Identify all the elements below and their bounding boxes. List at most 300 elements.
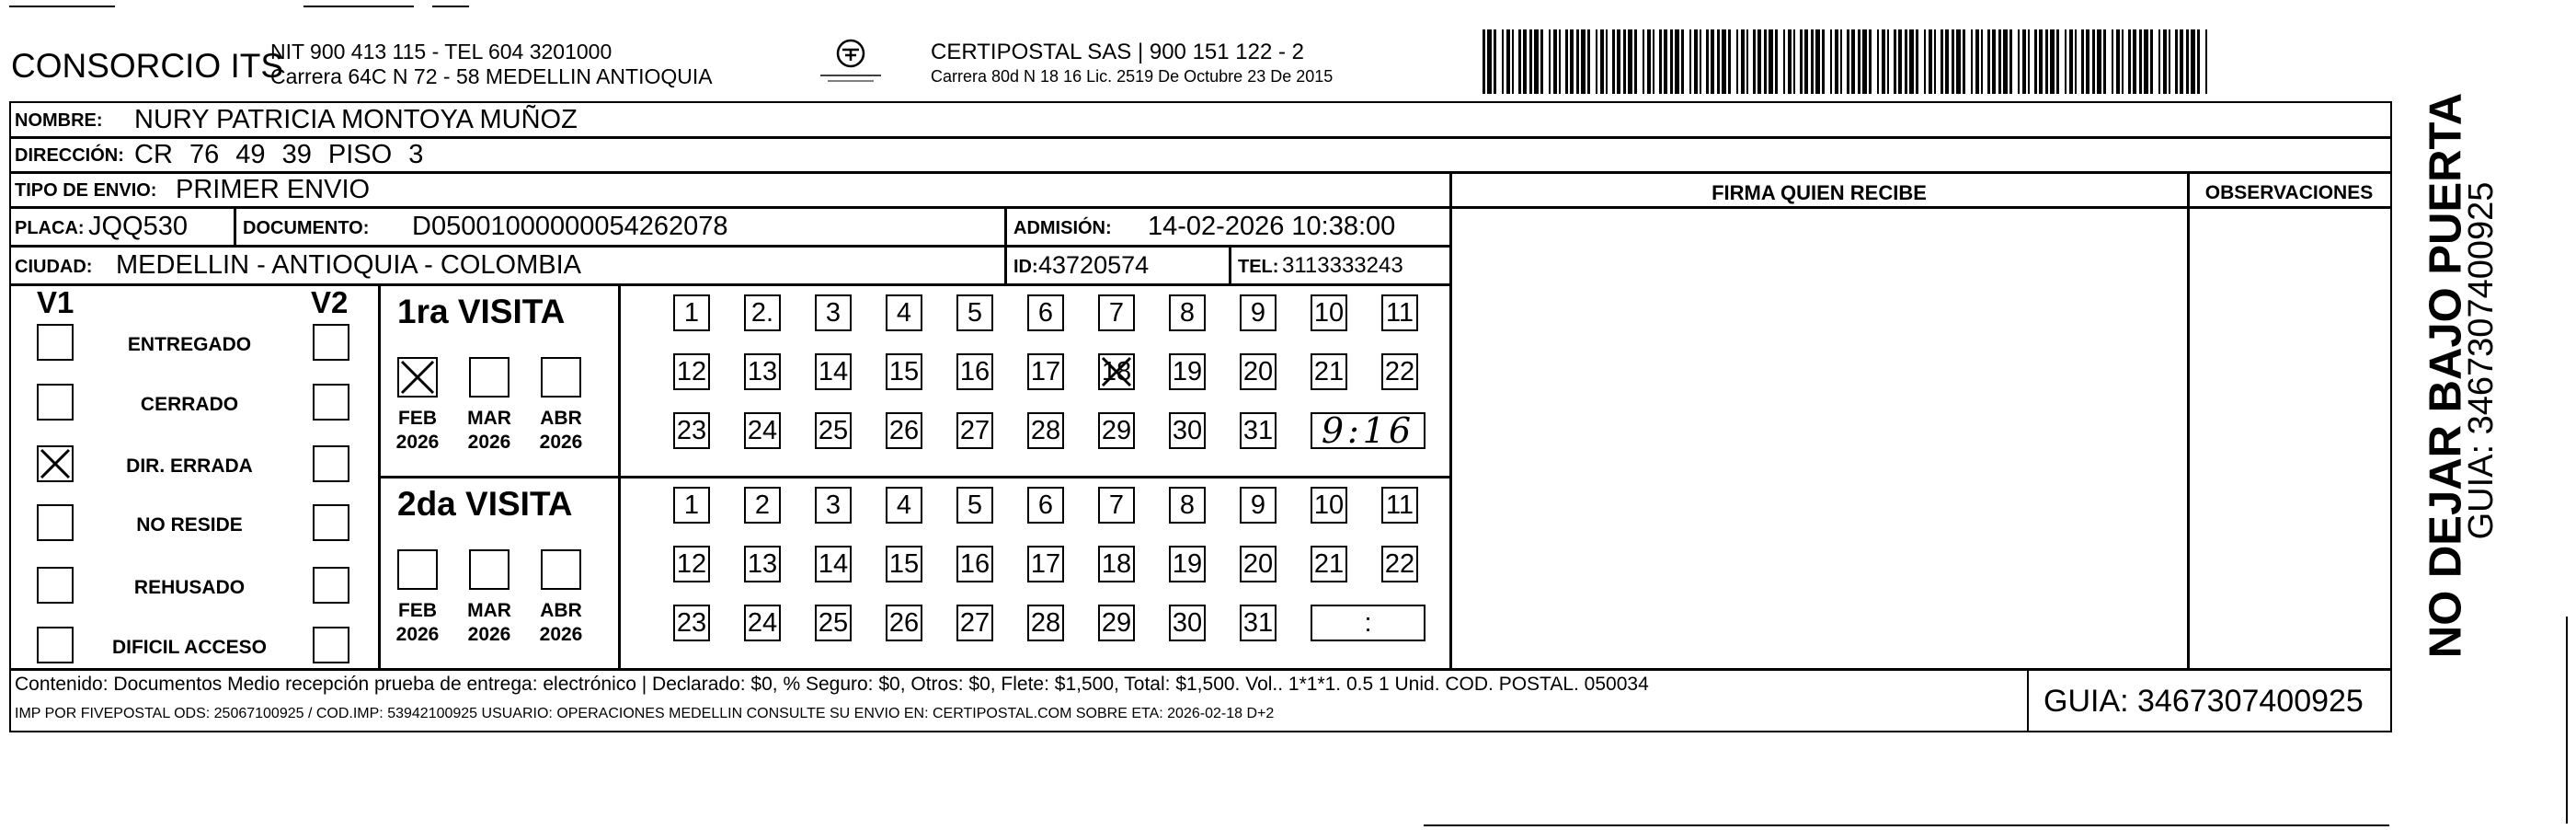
barcode-bar [2003, 29, 2008, 94]
day-cell[interactable] [815, 294, 852, 331]
day-cell[interactable] [886, 412, 922, 449]
direccion-value: CR 76 49 39 PISO 3 [134, 140, 424, 169]
barcode-bar [1764, 29, 1767, 94]
barcode-bar [1494, 29, 1496, 94]
barcode-bar [1898, 29, 1902, 94]
day-cell[interactable] [1098, 487, 1135, 524]
barcode-bar [2092, 29, 2095, 94]
v2-label: V2 [311, 285, 349, 319]
day-number: 17 [1030, 549, 1061, 579]
time-cell[interactable] [1311, 605, 1425, 641]
day-number: 25 [818, 608, 849, 638]
day-number: 2 [754, 490, 771, 520]
x-mark [399, 359, 436, 396]
ciudad-label: CIUDAD: [15, 257, 93, 277]
month-checkbox[interactable] [397, 357, 438, 398]
barcode-bar [1587, 29, 1590, 94]
contenido-text: Contenido: Documentos Medio recepción prueba de entrega: electrónico | Declarado: $0, % Seguro: $0, Otros: $0, Flete: $1,500, Total: $1,500. Vol.. 1*1*1. 0.5 1 Unid. COD. POSTAL. 050034 [15, 674, 1649, 695]
barcode-bar [1502, 29, 1504, 94]
barcode-bar [1916, 29, 1918, 94]
day-cell[interactable] [815, 546, 852, 582]
barcode-bar [1934, 29, 1936, 94]
barcode-bar [1700, 29, 1701, 94]
day-number: 27 [959, 416, 990, 445]
time-value: : [1364, 608, 1372, 638]
day-cell[interactable] [673, 546, 710, 582]
barcode-bar [2039, 29, 2043, 94]
barcode-bar [1905, 29, 1907, 94]
barcode-bar [2139, 29, 2142, 94]
month-year: 2026 [467, 432, 511, 453]
barcode-bar [1675, 29, 1679, 94]
barcode-bar [1753, 29, 1756, 94]
barcode-bar [1869, 29, 1872, 94]
barcode-bar [1800, 29, 1803, 94]
barcode-bar [1581, 29, 1586, 94]
barcode-bar [1952, 29, 1954, 94]
firma-label: FIRMA QUIEN RECIBE [1712, 181, 1927, 204]
barcode-bar [2075, 29, 2077, 94]
barcode-bar [2144, 29, 2148, 94]
day-cell[interactable] [886, 605, 922, 641]
day-number: 3 [825, 490, 841, 520]
day-number: 7 [1108, 490, 1125, 520]
day-number: 2. [750, 298, 774, 328]
barcode-bar [1941, 29, 1943, 94]
day-number: 19 [1172, 549, 1203, 579]
day-cell[interactable] [1027, 605, 1064, 641]
top-stroke [303, 6, 414, 7]
day-cell[interactable] [886, 546, 922, 582]
day-number: 30 [1172, 416, 1203, 445]
status-v2-checkbox[interactable] [313, 504, 349, 541]
barcode-bar [1664, 29, 1667, 94]
barcode-bar [1929, 29, 1932, 94]
status-label: ENTREGADO [127, 334, 252, 355]
month-label: ABR [540, 408, 582, 429]
col-line [1004, 206, 1007, 283]
status-label: REHUSADO [133, 577, 246, 598]
time-cell[interactable] [1311, 412, 1425, 449]
top-stroke [9, 6, 115, 7]
day-cell[interactable] [1240, 546, 1277, 582]
day-cell[interactable] [1240, 487, 1277, 524]
month-label: FEB [398, 408, 437, 429]
row-line [9, 206, 1449, 209]
day-number: 5 [967, 298, 983, 328]
day-cell[interactable] [1311, 546, 1347, 582]
day-number: 6 [1037, 298, 1054, 328]
barcode-bar [1830, 29, 1832, 94]
barcode-bar [1647, 29, 1651, 94]
month-checkbox[interactable] [541, 357, 581, 398]
day-number: 10 [1313, 298, 1345, 328]
barcode-bar [2197, 29, 2200, 94]
tipo-label: TIPO DE ENVIO: [15, 180, 157, 201]
barcode-bar [1945, 29, 1949, 94]
status-v1-checkbox[interactable] [37, 384, 74, 421]
day-number: 22 [1384, 357, 1415, 386]
day-cell[interactable] [1027, 412, 1064, 449]
barcode-bar [1529, 29, 1532, 94]
day-cell[interactable] [1169, 605, 1206, 641]
month-label: MAR [467, 408, 511, 429]
admision-value: 14-02-2026 10:38:00 [1148, 212, 1396, 241]
status-label: NO RESIDE [136, 514, 243, 536]
barcode-bar [1975, 29, 1979, 94]
day-cell[interactable] [1098, 412, 1135, 449]
admision-label: ADMISIÓN: [1013, 218, 1112, 238]
barcode-bar [1835, 29, 1838, 94]
month-checkbox[interactable] [541, 549, 581, 590]
barcode-bar [1623, 29, 1626, 94]
month-year: 2026 [395, 624, 440, 645]
barcode-bar [1981, 29, 1983, 94]
barcode-bar [1722, 29, 1726, 94]
barcode-bar [2180, 29, 2183, 94]
barcode-bar [2112, 29, 2113, 94]
barcode-bar [1757, 29, 1761, 94]
day-cell[interactable] [1098, 353, 1135, 390]
barcode-bar [2169, 29, 2170, 94]
month-checkbox[interactable] [469, 357, 509, 398]
day-number: 20 [1242, 357, 1274, 386]
row-line [1449, 206, 2392, 209]
nombre-label: NOMBRE: [15, 110, 103, 131]
barcode-bar [1653, 29, 1654, 94]
day-cell[interactable] [1027, 546, 1064, 582]
barcode-bar [1783, 29, 1785, 94]
day-number: 16 [959, 357, 990, 386]
day-cell[interactable] [886, 353, 922, 390]
barcode-bar [1728, 29, 1731, 94]
day-number: 13 [747, 549, 778, 579]
barcode-bar [1634, 29, 1637, 94]
barcode-bar [1788, 29, 1792, 94]
month-label: ABR [540, 600, 582, 621]
barcode-bar [1670, 29, 1673, 94]
barcode-bar [1689, 29, 1691, 94]
barcode-bar [1862, 29, 1867, 94]
day-cell[interactable] [673, 605, 710, 641]
barcode-bar [2086, 29, 2089, 94]
status-v1-checkbox[interactable] [37, 504, 74, 541]
barcode-bar [2045, 29, 2048, 94]
row-line [9, 136, 2392, 139]
month-year: 2026 [539, 432, 583, 453]
day-cell[interactable] [956, 294, 993, 331]
day-cell[interactable] [956, 605, 993, 641]
certipostal-logo [809, 35, 892, 90]
day-number: 23 [676, 416, 707, 445]
day-number: 19 [1172, 357, 1203, 386]
month-label: FEB [398, 600, 437, 621]
day-number: 14 [818, 549, 849, 579]
day-cell[interactable] [673, 412, 710, 449]
tel-value: 3113333243 [1282, 253, 1403, 278]
day-number: 4 [896, 490, 912, 520]
day-number: 6 [1037, 490, 1054, 520]
day-number: 26 [888, 608, 920, 638]
day-cell[interactable] [886, 294, 922, 331]
barcode-bar [2116, 29, 2120, 94]
barcode-bar [1741, 29, 1745, 94]
barcode-bar [1717, 29, 1720, 94]
id-label: ID: [1013, 257, 1038, 277]
placa-label: PLACA: [15, 218, 85, 238]
month-label: MAR [467, 600, 511, 621]
day-cell[interactable] [1169, 294, 1206, 331]
barcode-bar [1540, 29, 1543, 94]
tel-label: TEL: [1238, 257, 1279, 277]
day-cell[interactable] [1381, 294, 1418, 331]
day-cell[interactable] [1240, 412, 1277, 449]
day-cell[interactable] [956, 487, 993, 524]
barcode-bar [1628, 29, 1632, 94]
barcode-bar [1746, 29, 1748, 94]
day-cell[interactable] [673, 353, 710, 390]
day-number: 7 [1108, 298, 1125, 328]
barcode-bar [1811, 29, 1814, 94]
barcode-bar [1549, 29, 1551, 94]
day-cell[interactable] [744, 294, 781, 331]
direccion-label: DIRECCIÓN: [15, 145, 124, 166]
barcode-bar [2191, 29, 2195, 94]
barcode-bar [1894, 29, 1896, 94]
barcode-bar [1559, 29, 1561, 94]
barcode-bar [1840, 29, 1842, 94]
carrier-line2: Carrera 80d N 18 16 Lic. 2519 De Octubre 23 De 2015 [931, 67, 1334, 86]
barcode-bar [1882, 29, 1885, 94]
day-cell[interactable] [1311, 353, 1347, 390]
status-v2-checkbox[interactable] [313, 324, 349, 361]
status-v2-checkbox[interactable] [313, 445, 349, 482]
ciudad-value: MEDELLIN - ANTIOQUIA - COLOMBIA [116, 250, 581, 280]
day-number: 14 [818, 357, 849, 386]
company-name: CONSORCIO ITS [11, 47, 284, 85]
barcode-bar [2122, 29, 2124, 94]
month-year: 2026 [395, 432, 440, 453]
day-cell[interactable] [1311, 487, 1347, 524]
day-cell[interactable] [1098, 605, 1135, 641]
status-v2-checkbox[interactable] [313, 627, 349, 663]
barcode-bar [1523, 29, 1527, 94]
day-cell[interactable] [1098, 546, 1135, 582]
barcode-bar [1596, 29, 1597, 94]
day-cell[interactable] [1381, 546, 1418, 582]
barcode-bar [1822, 29, 1825, 94]
barcode-bar [1956, 29, 1961, 94]
day-number: 15 [888, 549, 920, 579]
day-number: 18 [1101, 357, 1132, 386]
barcode-bar [2018, 29, 2020, 94]
status-v1-checkbox[interactable] [37, 627, 74, 663]
barcode-bar [1570, 29, 1574, 94]
day-cell[interactable] [1240, 294, 1277, 331]
day-number: 28 [1030, 416, 1061, 445]
day-cell[interactable] [1381, 353, 1418, 390]
day-cell[interactable] [1027, 353, 1064, 390]
status-v1-checkbox[interactable] [37, 445, 74, 482]
month-checkbox[interactable] [469, 549, 509, 590]
col-line [234, 206, 236, 245]
barcode-bar [2186, 29, 2189, 94]
barcode-bar [1565, 29, 1568, 94]
tipo-value: PRIMER ENVIO [176, 175, 371, 204]
status-v2-checkbox[interactable] [313, 567, 349, 604]
row-line [9, 283, 1449, 286]
day-number: 22 [1384, 549, 1415, 579]
observaciones-area[interactable] [2191, 210, 2389, 666]
x-mark [1100, 355, 1133, 388]
signature-area[interactable] [1453, 210, 2185, 666]
day-number: 29 [1101, 608, 1132, 638]
day-number: 23 [676, 608, 707, 638]
day-number: 30 [1172, 608, 1203, 638]
day-number: 12 [676, 357, 707, 386]
day-cell[interactable] [1169, 546, 1206, 582]
col-line [1229, 245, 1231, 283]
barcode-bar [1612, 29, 1615, 94]
day-number: 25 [818, 416, 849, 445]
barcode-bar [1694, 29, 1698, 94]
day-cell[interactable] [956, 546, 993, 582]
day-cell[interactable] [744, 412, 781, 449]
day-number: 20 [1242, 549, 1274, 579]
day-cell[interactable] [744, 546, 781, 582]
barcode-bar [2128, 29, 2131, 94]
barcode-bar [1963, 29, 1965, 94]
status-v2-checkbox[interactable] [313, 384, 349, 421]
documento-value: D05001000000054262078 [412, 212, 728, 241]
status-label: DIR. ERRADA [126, 455, 253, 477]
day-number: 1 [683, 298, 700, 328]
barcode-bar [1858, 29, 1860, 94]
barcode-bar [1909, 29, 1914, 94]
barcode-bar [1643, 29, 1644, 94]
barcode-bar [2158, 29, 2160, 94]
day-cell[interactable] [1098, 294, 1135, 331]
barcode-bar [1804, 29, 1808, 94]
col-line [1449, 171, 1452, 668]
day-number: 9 [1250, 490, 1266, 520]
day-cell[interactable] [1027, 294, 1064, 331]
day-number: 28 [1030, 608, 1061, 638]
day-number: 24 [747, 416, 778, 445]
status-v1-checkbox[interactable] [37, 324, 74, 361]
day-cell[interactable] [744, 605, 781, 641]
barcode-bar [2175, 29, 2178, 94]
day-cell[interactable] [1027, 487, 1064, 524]
day-cell[interactable] [673, 294, 710, 331]
day-cell[interactable] [1240, 353, 1277, 390]
row-line [9, 171, 2392, 174]
barcode-bar [1793, 29, 1795, 94]
nombre-value: NURY PATRICIA MONTOYA MUÑOZ [134, 105, 578, 134]
barcode-bar [2069, 29, 2073, 94]
day-number: 11 [1385, 490, 1414, 520]
barcode-bar [2081, 29, 2084, 94]
day-cell[interactable] [1381, 487, 1418, 524]
v1-label: V1 [37, 285, 74, 319]
barcode-bar [1506, 29, 1510, 94]
day-cell[interactable] [1169, 487, 1206, 524]
day-cell[interactable] [956, 412, 993, 449]
day-cell[interactable] [815, 353, 852, 390]
right-stroke [2566, 617, 2568, 824]
barcode-bar [1617, 29, 1620, 94]
barcode-bar [1992, 29, 1996, 94]
day-number: 15 [888, 357, 920, 386]
status-label: CERRADO [140, 394, 239, 415]
day-number: 26 [888, 416, 920, 445]
day-cell[interactable] [1169, 353, 1206, 390]
barcode-bar [1877, 29, 1879, 94]
month-checkbox[interactable] [397, 549, 438, 590]
barcode-bar [2034, 29, 2037, 94]
day-cell[interactable] [673, 487, 710, 524]
company-line1: NIT 900 413 115 - TEL 604 3201000 [270, 40, 613, 63]
time-value: 9:16 [1321, 410, 1415, 451]
day-number: 27 [959, 608, 990, 638]
barcode-bar [2022, 29, 2026, 94]
status-label: DIFICIL ACCESO [111, 637, 267, 658]
day-cell[interactable] [1169, 412, 1206, 449]
top-stroke [432, 6, 469, 7]
barcode [1483, 29, 2214, 94]
barcode-bar [1887, 29, 1889, 94]
barcode-bar [2163, 29, 2167, 94]
day-number: 4 [896, 298, 912, 328]
barcode-bar [1971, 29, 1973, 94]
day-number: 8 [1179, 298, 1196, 328]
barcode-bar [1681, 29, 1684, 94]
documento-label: DOCUMENTO: [243, 218, 370, 238]
side-guia: GUIA: 3467307400925 [2462, 181, 2501, 540]
status-v1-checkbox[interactable] [37, 567, 74, 604]
month-year: 2026 [467, 624, 511, 645]
day-cell[interactable] [744, 353, 781, 390]
day-cell[interactable] [815, 412, 852, 449]
barcode-bar [1987, 29, 1990, 94]
day-cell[interactable] [1311, 294, 1347, 331]
day-cell[interactable] [815, 487, 852, 524]
day-cell[interactable] [956, 353, 993, 390]
day-number: 12 [676, 549, 707, 579]
day-number: 17 [1030, 357, 1061, 386]
day-number: 9 [1250, 298, 1266, 328]
day-number: 24 [747, 608, 778, 638]
observaciones-label: OBSERVACIONES [2204, 182, 2374, 203]
day-number: 21 [1313, 549, 1345, 579]
day-number: 5 [967, 490, 983, 520]
barcode-bar [1924, 29, 1926, 94]
barcode-bar [1847, 29, 1849, 94]
company-line2: Carrera 64C N 72 - 58 MEDELLIN ANTIOQUIA [270, 64, 713, 88]
carrier-line1: CERTIPOSTAL SAS | 900 151 122 - 2 [931, 40, 1304, 64]
barcode-bar [1483, 29, 1485, 94]
barcode-bar [1998, 29, 2001, 94]
day-number: 3 [825, 298, 841, 328]
day-cell[interactable] [744, 487, 781, 524]
day-cell[interactable] [815, 605, 852, 641]
barcode-bar [2205, 29, 2207, 94]
day-cell[interactable] [886, 487, 922, 524]
visit-title: 2da VISITA [397, 485, 573, 523]
day-cell[interactable] [1240, 605, 1277, 641]
barcode-bar [1606, 29, 1608, 94]
day-number: 31 [1242, 416, 1274, 445]
